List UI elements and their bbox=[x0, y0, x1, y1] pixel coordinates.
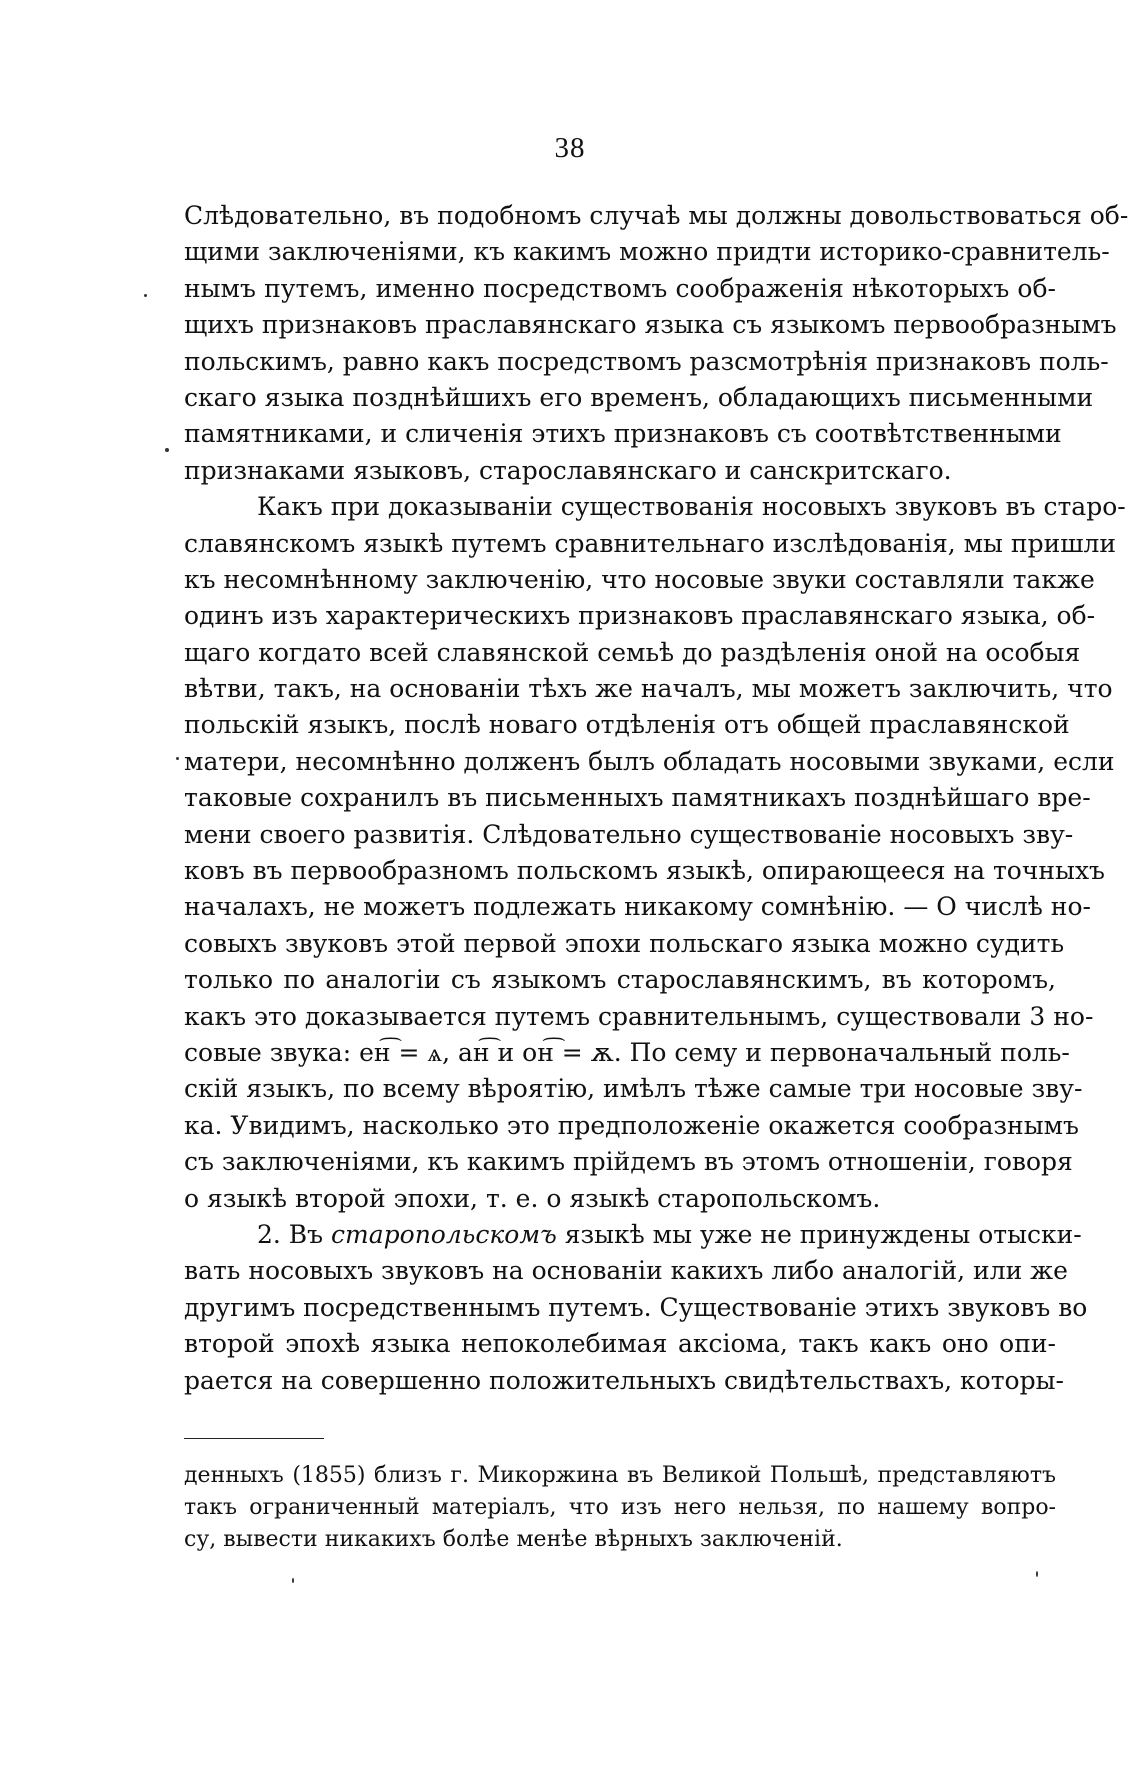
text-line: памятниками, и сличенія этихъ признаковъ съ соотвѣтственными bbox=[184, 419, 1062, 449]
text-line: польскимъ, равно какъ посредствомъ разсмотрѣнія признаковъ поль- bbox=[184, 346, 1109, 376]
italic-term: старопольскомъ bbox=[331, 1219, 557, 1249]
text-fragment: 2. Въ bbox=[257, 1219, 332, 1249]
footnote bbox=[184, 1460, 1056, 1556]
text-fragment: языкѣ мы уже не принуждены отыски- bbox=[556, 1219, 1082, 1249]
text-line: Слѣдовательно, въ подобномъ случаѣ мы должны довольствоваться об- bbox=[184, 201, 1129, 230]
footnote-line: денныхъ (1855) близъ г. Микоржина въ Великой Польшѣ, представляютъ bbox=[184, 1463, 1056, 1488]
scan-speck bbox=[144, 294, 147, 297]
text-line: съ заключеніями, къ какимъ прійдемъ въ этомъ отношеніи, говоря bbox=[184, 1147, 1073, 1177]
text-line: Какъ при доказываніи существованія носовыхъ звуковъ въ старо- bbox=[257, 492, 1126, 522]
text-line: ковъ въ первообразномъ польскомъ языкѣ, опирающееся на точныхъ bbox=[184, 856, 1105, 886]
text-line: одинъ изъ характерическихъ признаковъ праславянскаго языка, об- bbox=[184, 601, 1096, 631]
text-line: таковые сохранилъ въ письменныхъ памятникахъ позднѣйшаго вре- bbox=[184, 783, 1091, 813]
scan-speck bbox=[176, 757, 179, 760]
text-line: признаками языковъ, старославянскаго и санскритскаго. bbox=[184, 455, 952, 485]
footnote-rule bbox=[184, 1438, 324, 1439]
text-line: другимъ посредственнымъ путемъ. Существованіе этихъ звуковъ во bbox=[184, 1292, 1088, 1322]
text-line: щихъ признаковъ праславянскаго языка съ языкомъ первообразнымъ bbox=[184, 310, 1117, 340]
text-line: ка. Увидимъ, насколько это предположеніе окажется сообразнымъ bbox=[184, 1110, 1079, 1140]
text-line: началахъ, не можетъ подлежать никакому сомнѣнію. — О числѣ но- bbox=[184, 892, 1091, 922]
text-line: совыхъ звуковъ этой первой эпохи польскаго языка можно судить bbox=[184, 928, 1065, 958]
footnote-line: су, вывести никакихъ болѣе менѣе вѣрныхъ заключеній. bbox=[184, 1527, 843, 1552]
text-line: вѣтви, такъ, на основаніи тѣхъ же началъ, мы можетъ заключить, что bbox=[184, 674, 1113, 704]
text-line: совые звука: ен͡ = ѧ, ан͡ и он͡ = ѫ. По сему и первоначальный поль- bbox=[184, 1037, 1070, 1067]
text-line: рается на совершенно положительныхъ свидѣтельствахъ, которы- bbox=[184, 1365, 1064, 1395]
text-line: скаго языка позднѣйшихъ его временъ, обладающихъ письменными bbox=[184, 382, 1094, 412]
text-line bbox=[184, 1217, 1082, 1253]
text-line: скій языкъ, по всему вѣроятію, имѣлъ тѣже самые три носовые зву- bbox=[184, 1074, 1083, 1104]
text-line: къ несомнѣнному заключенію, что носовые звуки составляли также bbox=[184, 564, 1095, 594]
main-text bbox=[184, 198, 1129, 1399]
text-line: какъ это доказывается путемъ сравнительнымъ, существовали 3 но- bbox=[184, 1001, 1094, 1031]
scan-speck bbox=[165, 448, 169, 452]
page-number: 38 bbox=[554, 132, 586, 164]
scan-speck bbox=[292, 1578, 294, 1583]
text-line: о языкѣ второй эпохи, т. е. о языкѣ старопольскомъ. bbox=[184, 1183, 881, 1213]
text-line: польскій языкъ, послѣ новаго отдѣленія отъ общей праславянской bbox=[184, 710, 1070, 740]
text-line: второй эпохѣ языка непоколебимая аксіома, такъ какъ оно опи- bbox=[184, 1329, 1056, 1359]
text-line: матери, несомнѣнно долженъ былъ обладать носовыми звуками, если bbox=[184, 746, 1115, 776]
text-line: только по аналогіи съ языкомъ старославянскимъ, въ которомъ, bbox=[184, 965, 1056, 995]
text-line: славянскомъ языкѣ путемъ сравнительнаго изслѣдованія, мы пришли bbox=[184, 528, 1117, 558]
scan-speck bbox=[1036, 1571, 1038, 1577]
text-line: нымъ путемъ, именно посредствомъ соображенія нѣкоторыхъ об- bbox=[184, 273, 1056, 303]
text-line: вать носовыхъ звуковъ на основаніи какихъ либо аналогій, или же bbox=[184, 1256, 1068, 1286]
footnote-line: такъ ограниченный матеріалъ, что изъ него нельзя, по нашему вопро- bbox=[184, 1495, 1056, 1520]
text-line: мени своего развитія. Слѣдовательно существованіе носовыхъ зву- bbox=[184, 819, 1074, 849]
text-line: щаго когдато всей славянской семьѣ до раздѣленія оной на особыя bbox=[184, 637, 1081, 667]
text-line: щими заключеніями, къ какимъ можно придти историко-сравнитель- bbox=[184, 237, 1110, 267]
